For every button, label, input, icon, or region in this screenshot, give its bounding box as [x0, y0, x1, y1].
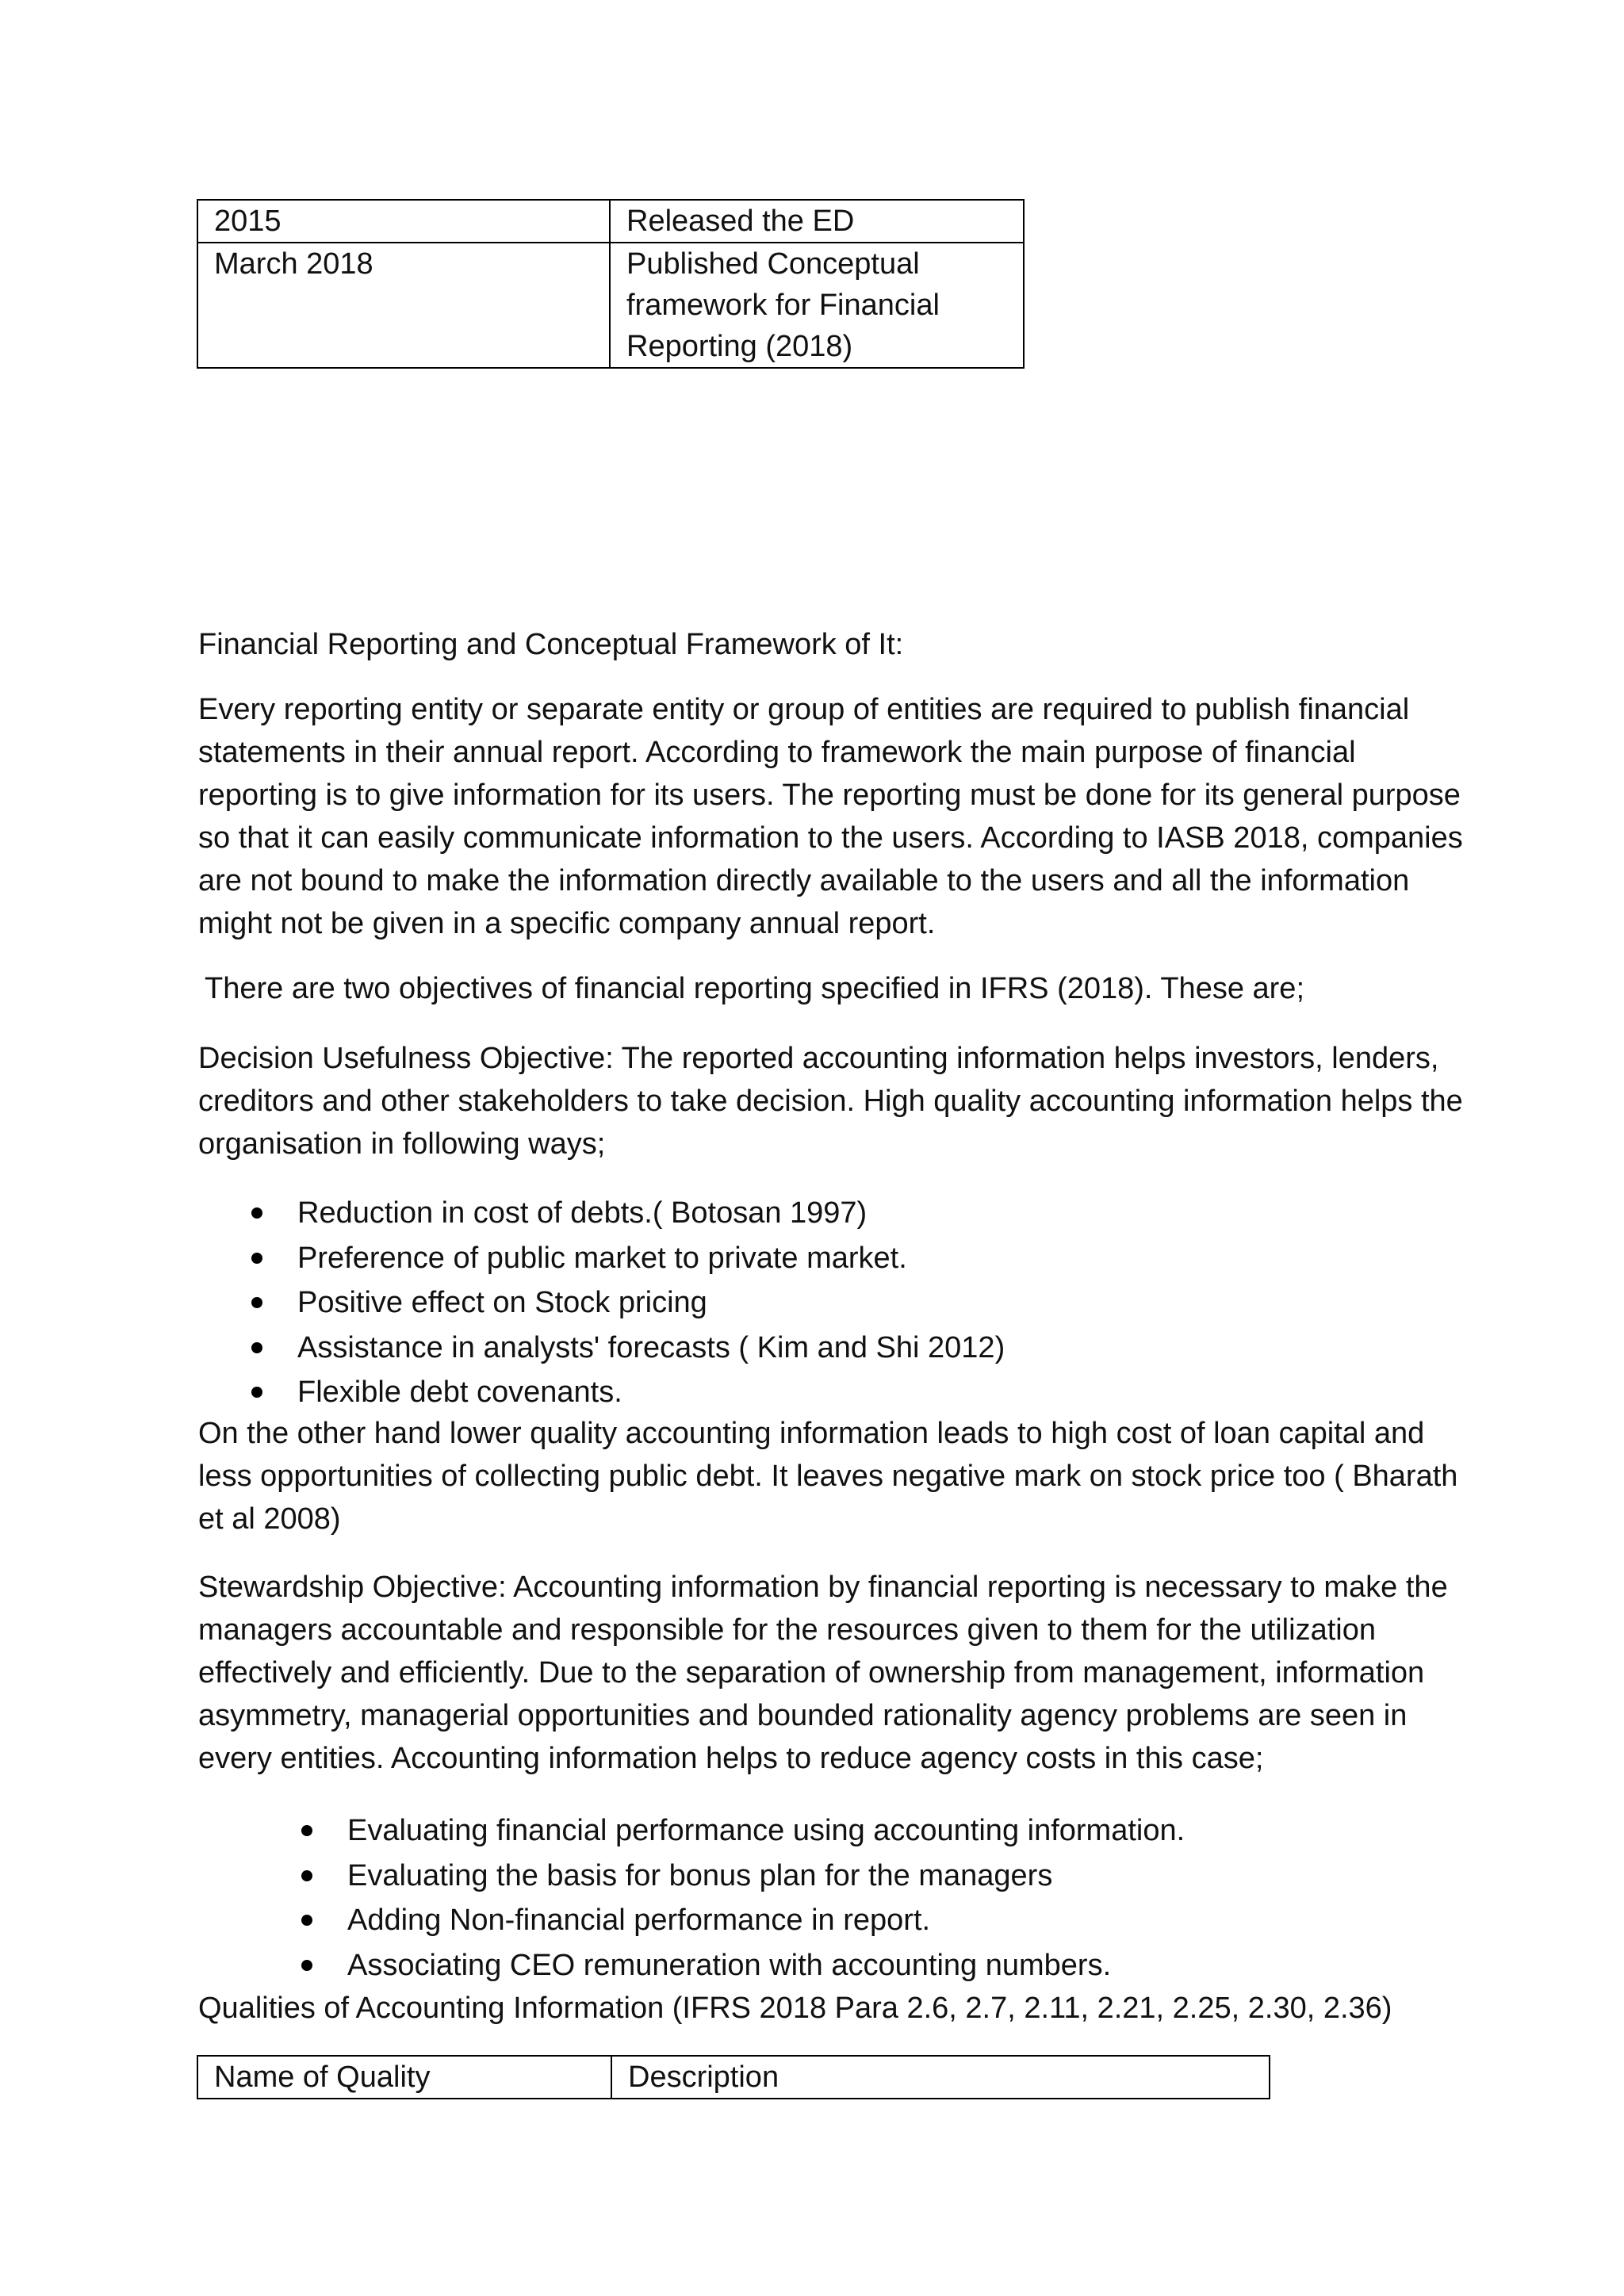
timeline-date-cell: March 2018: [197, 243, 610, 368]
bullet-icon: [301, 1825, 312, 1836]
list-item: Preference of public market to private market.: [297, 1236, 1005, 1281]
intro-paragraph: Every reporting entity or separate entity or group of entities are required to publish financial statements in their annual report. According to framework the main purpose of financial reporting is to give information for its users. The reporting must be done for its general purpose so that it can easily communicate information to the users. According to IASB 2018, companies are not bound to make the information directly available to the users and all the information might not be given in a specific company annual report.: [198, 693, 1463, 940]
bullet-icon: [251, 1342, 262, 1353]
column-header-description: Description: [611, 2056, 1270, 2099]
bullet-icon: [251, 1253, 262, 1264]
qualities-table: [197, 2055, 1270, 2099]
qualities-heading: Qualities of Accounting Information (IFRS 2018 Para 2.6, 2.7, 2.11, 2.21, 2.25, 2.30, 2.36): [198, 1992, 1392, 2025]
bullet-icon: [301, 1960, 312, 1971]
column-header-name: Name of Quality: [197, 2056, 611, 2099]
list-item: Evaluating financial performance using accounting information.: [347, 1808, 1185, 1854]
timeline-event-cell: Released the ED: [610, 200, 1024, 243]
list-item: Positive effect on Stock pricing: [297, 1280, 1005, 1326]
section-heading: Financial Reporting and Conceptual Framework of It:: [198, 628, 904, 661]
table-row: [197, 200, 1024, 243]
timeline-table: [197, 199, 1025, 369]
bullet-icon: [301, 1915, 312, 1926]
stewardship-paragraph: Stewardship Objective: Accounting information by financial reporting is necessary to make the managers accountable and responsible for the resources given to them for the utilization effectively and efficiently. Due to the separation of ownership from management, information asymmetry, managerial opportunities and bounded rationality agency problems are seen in every entities. Accounting information helps to reduce agency costs in this case;: [198, 1571, 1448, 1775]
list-item: Reduction in cost of debts.( Botosan 1997): [297, 1191, 1005, 1236]
bullet-icon: [301, 1870, 312, 1881]
decision-usefulness-paragraph: Decision Usefulness Objective: The reported accounting information helps investors, lenders, creditors and other stakeholders to take decision. High quality accounting information helps the organisation in following ways;: [198, 1042, 1463, 1161]
list-item: Evaluating the basis for bonus plan for the managers: [347, 1854, 1185, 1899]
list-item: Assistance in analysts' forecasts ( Kim and Shi 2012): [297, 1326, 1005, 1371]
list-item: Associating CEO remuneration with accounting numbers.: [347, 1943, 1185, 1988]
timeline-date-cell: 2015: [197, 200, 610, 243]
stewardship-list: [347, 1808, 1185, 1988]
bullet-icon: [251, 1207, 262, 1219]
list-item: Flexible debt covenants.: [297, 1370, 1005, 1415]
table-row: [197, 243, 1024, 368]
decision-usefulness-list: [297, 1191, 1005, 1415]
list-item: Adding Non-financial performance in report.: [347, 1898, 1185, 1943]
timeline-event-cell: Published Conceptual framework for Financial Reporting (2018): [610, 243, 1024, 368]
lower-quality-paragraph: On the other hand lower quality accounting information leads to high cost of loan capital and less opportunities of collecting public debt. It leaves negative mark on stock price too ( Bharath et al 2008): [198, 1417, 1458, 1536]
table-header-row: [197, 2056, 1270, 2099]
objectives-intro-paragraph: There are two objectives of financial reporting specified in IFRS (2018). These are;: [205, 972, 1304, 1005]
bullet-icon: [251, 1387, 262, 1398]
bullet-icon: [251, 1297, 262, 1308]
